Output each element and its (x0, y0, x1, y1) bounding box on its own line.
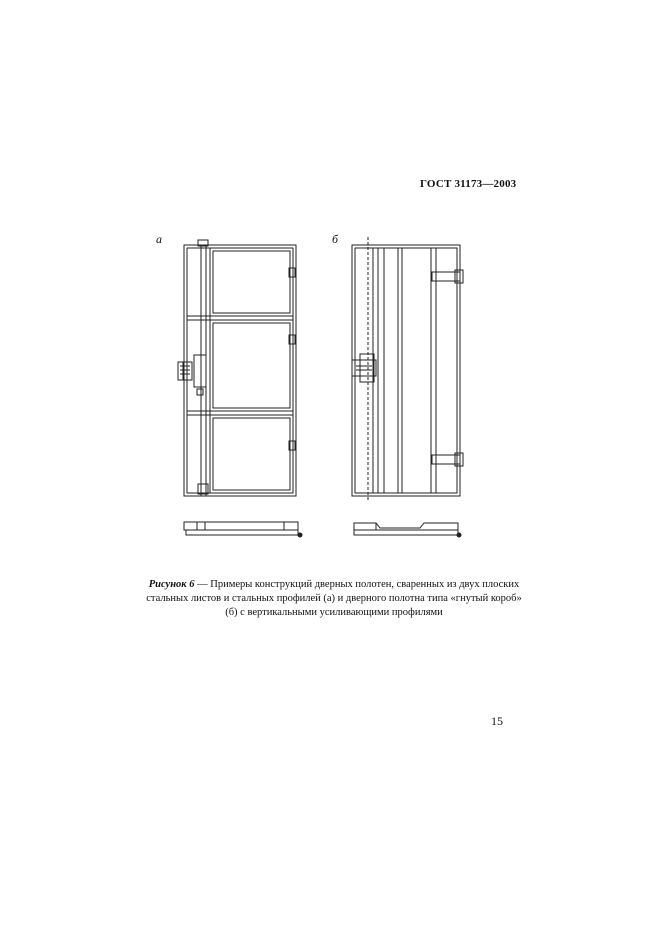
caption-text: Примеры конструкций дверных полотен, сваренных из двух плоских стальных листов и стальных профилей (а) и дверного полотна типа «гнутый короб» (б) с вертикальными усиливающими профилями (146, 579, 522, 618)
caption-label: Рисунок 6 (148, 579, 195, 590)
door-leaf-a-elevation (178, 240, 296, 496)
figure-label-b: б (332, 232, 339, 246)
door-leaf-b-section (354, 523, 461, 537)
door-leaf-b-elevation (352, 237, 463, 501)
caption-dash: — (194, 579, 211, 590)
door-leaf-a-section (184, 522, 302, 537)
figure-caption (146, 578, 522, 620)
page-number: 15 (491, 714, 503, 728)
document-standard-header: ГОСТ 31173—2003 (420, 178, 517, 190)
figure-label-a: а (156, 232, 162, 246)
